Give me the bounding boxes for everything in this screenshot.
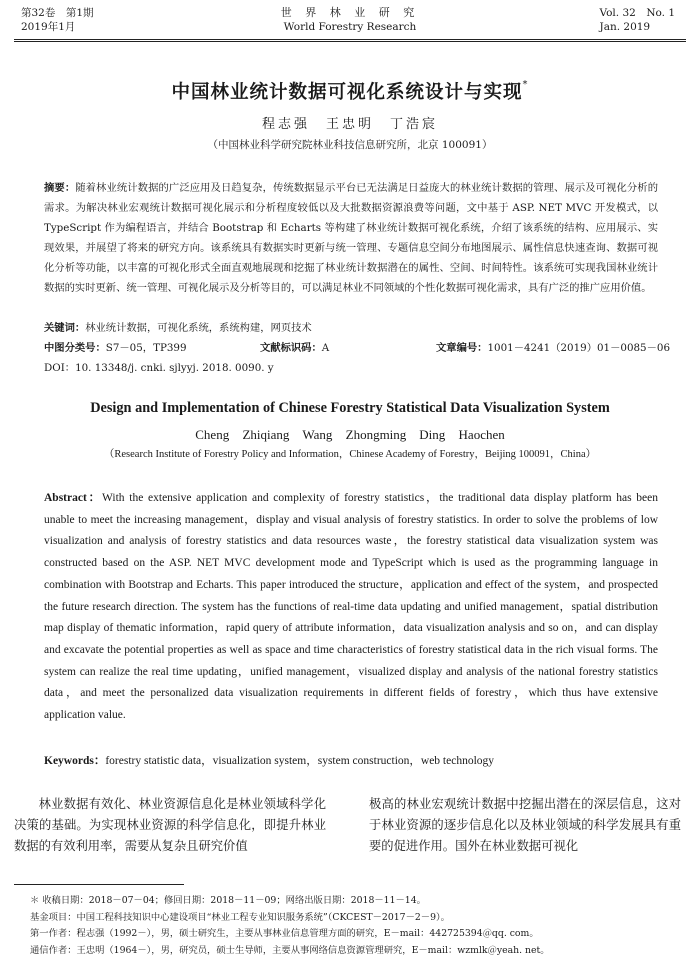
paper-title-cn-text: 中国林业统计数据可视化系统设计与实现 xyxy=(171,82,523,103)
article-number: 文章编号：1001－4241（2019）01－0085－06 xyxy=(436,342,670,354)
keywords-cn-text: 林业统计数据，可视化系统，系统构建，网页技术 xyxy=(85,322,312,334)
document-code: 文献标识码：A xyxy=(260,342,330,354)
authors-cn: 程志强 王忠明 丁浩宸 xyxy=(261,117,438,132)
keywords-en xyxy=(44,751,658,771)
abstract-cn xyxy=(44,178,658,298)
journal-name xyxy=(0,6,700,34)
keywords-en-text: forestry statistic data，visualization system，system construction，web technology xyxy=(105,755,495,767)
keywords-en-label: Keywords： xyxy=(44,755,106,767)
footnote-rule xyxy=(14,884,184,885)
issue-info-en xyxy=(599,6,675,34)
footnotes xyxy=(30,893,680,959)
affiliation-en: （Research Institute of Forestry Policy and Information，Chinese Academy of Forestry，Beijing 100091，China） xyxy=(103,449,597,460)
authors-en: Cheng Zhiqiang Wang Zhongming Ding Haochen xyxy=(195,427,505,442)
footnote-dates: ＊ 收稿日期：2018－07－04；修回日期：2018－11－09；网络出版日期：2018－11－14。 xyxy=(30,895,426,906)
title-footnote-mark: * xyxy=(522,78,529,90)
header-rule xyxy=(14,39,686,40)
footnote-fund: 基金项目：中国工程科技知识中心建设项目“林业工程专业知识服务系统”（CKCEST－2017－2－9）。 xyxy=(30,911,450,923)
volume-issue: 第32卷 第1期 xyxy=(21,7,94,19)
abstract-cn-label: 摘要： xyxy=(44,182,76,194)
doi[interactable]: DOI：10. 13348/j. cnki. sjlyyj. 2018. 0090. y xyxy=(44,362,274,374)
body-column-right: 极高的林业宏观统计数据中挖掘出潜在的深层信息，这对于林业资源的逐步信息化以及林业领域的科学发展具有重要的促进作用。国外在林业数据可视化 xyxy=(369,797,681,853)
abstract-en xyxy=(44,488,658,727)
footnote-first-author: 第一作者：程志强（1992－），男，硕士研究生，主要从事林业信息管理方面的研究，E－mail：442725394＠qq. com。 xyxy=(30,928,539,939)
journal-name-en: World Forestry Research xyxy=(283,21,417,33)
issue-date-en: Jan. 2019 xyxy=(599,21,651,33)
journal-name-cn: 世 界 林 业 研 究 xyxy=(280,6,420,19)
keywords-cn-label: 关键词： xyxy=(44,322,86,334)
affiliation-cn: （中国林业科学研究院林业科技信息研究所，北京 100091） xyxy=(207,139,493,151)
volume-issue-en: Vol. 32 No. 1 xyxy=(599,7,675,19)
abstract-en-label: Abstract： xyxy=(44,492,102,504)
body-column-left: 林业数据有效化、林业资源信息化是林业领域科学化决策的基础。为实现林业资源的科学信息化，即提升林业数据的有效利用率，需要从复杂且研究价值 xyxy=(14,797,326,853)
paper-title-en: Design and Implementation of Chinese Forestry Statistical Data Visualization System xyxy=(90,400,610,416)
abstract-en-text: With the extensive application and complexity of forestry statistics，the traditional data display platform has been unable to meet the increasing management，display and visual analysis of forestry statistics. In order to solve the problems of low visualization and analysis of forestry statistics and data resources waste，the forestry statistical data visualization system was constructed based on the ASP. NET MVC development mode and TypeScript which is used as the programming language in combination with Bootstrap and Echarts. This paper introduced the structure，application and effect of the system，and prospected the future research direction. The system has the functions of real-time data updating and unified management，spatial distribution map display of thematic information，rapid query of attribute information，data visualization analysis and so on，and can display and excavate the potential properties as well as space and time characteristics of forestry statistical data in the rich visual forms. The system can realize the real time updating，unified management，visualized display and analysis of the national forestry statistics data，and meet the personalized data visualization requirements in different fields of forestry，which thus have extensive application value. xyxy=(44,492,659,722)
footnote-corresponding-author: 通信作者：王忠明（1964－），男，研究员，硕士生导师，主要从事网络信息资源管理研究，E－mail：wzmlk＠yeah. net。 xyxy=(30,944,550,956)
header-rule-thin xyxy=(14,41,686,42)
abstract-cn-text: 随着林业统计数据的广泛应用及日趋复杂，传统数据显示平台已无法满足日益庞大的林业统计数据的管理、展示及可视化分析的需求。为解决林业宏观统计数据可视化展示和分析程度较低以及大批数据资源浪费等问题，文中基于 ASP. NET MVC 开发模式，以 TypeScript 作为编程语言，并结合 Bootstrap 和 Echarts 等构建了林业统计数据可视化系统，介绍了该系统的结构、应用展示、实现效果，并展望了将来的研究方向。该系统具有数据实时更新与统一管理、专题信息空间分布地图展示、属性信息快速查询、数据可视化分析等功能，以丰富的可视化形式全面直观地展现和挖掘了林业统计数据潜在的属性、空间、时间特性。该系统可实现我国林业统计数据的实时更新、统一管理、可视化展示及分析等目的，可以满足林业不同领域的个性化数据可视化需求，具有广泛的推广应用价值。 xyxy=(44,182,659,294)
clc-code: 中图分类号：S7－05，TP399 xyxy=(44,342,187,354)
issue-date: 2019年1月 xyxy=(21,21,76,33)
keywords-cn xyxy=(44,318,658,338)
paper-title-cn xyxy=(0,78,700,104)
